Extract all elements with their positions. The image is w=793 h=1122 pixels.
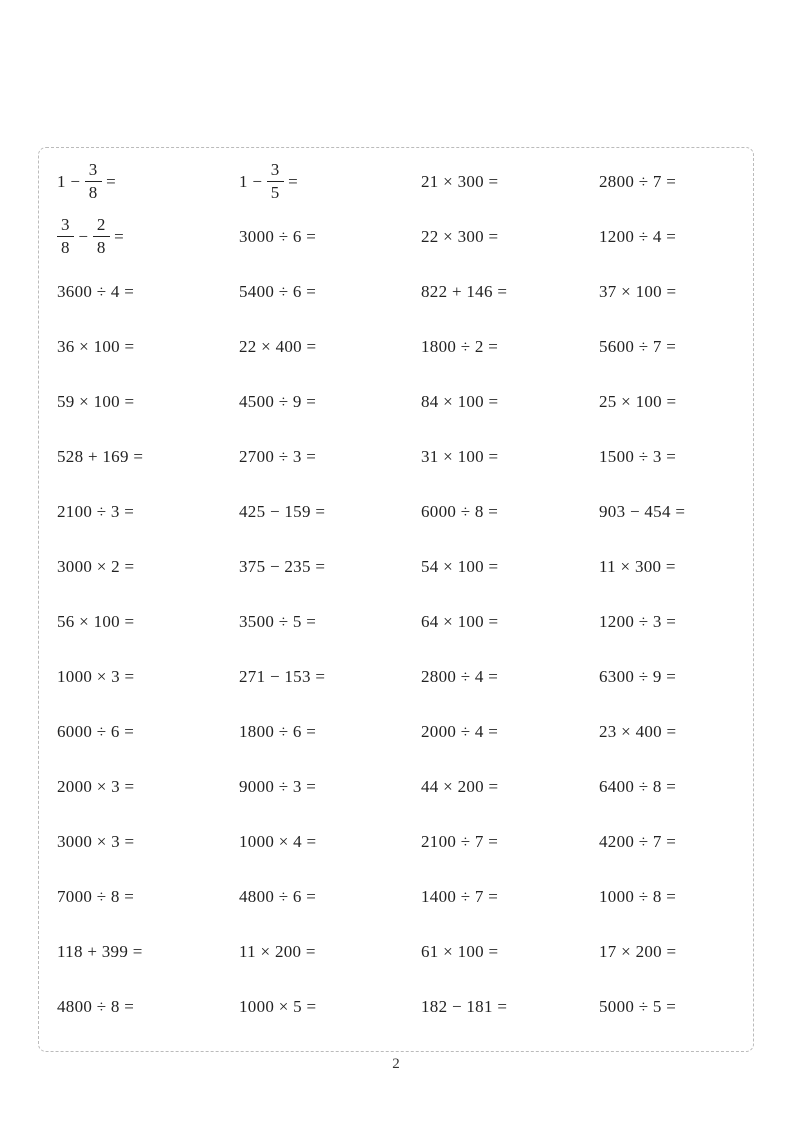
problem-text: 425 − 159 = bbox=[239, 502, 326, 521]
problem-text: 3000 × 2 = bbox=[57, 557, 135, 576]
problem-text: 54 × 100 = bbox=[421, 557, 499, 576]
problem-text: 1 − bbox=[239, 172, 267, 191]
problem-text: 25 × 100 = bbox=[599, 392, 677, 411]
problem-cell bbox=[239, 704, 421, 759]
problem-cell bbox=[599, 704, 753, 759]
problem-cell bbox=[421, 484, 599, 539]
problem-text: 31 × 100 = bbox=[421, 447, 499, 466]
fraction-denominator: 5 bbox=[267, 181, 284, 203]
problem-text: 528 + 169 = bbox=[57, 447, 144, 466]
problem-cell bbox=[599, 429, 753, 484]
problem-cell bbox=[421, 759, 599, 814]
problem-text: 1800 ÷ 2 = bbox=[421, 337, 499, 356]
problem-text: 2800 ÷ 7 = bbox=[599, 172, 677, 191]
problem-text: 3000 ÷ 6 = bbox=[239, 227, 317, 246]
problem-cell bbox=[57, 869, 239, 924]
problem-text: 7000 ÷ 8 = bbox=[57, 887, 135, 906]
problem-cell bbox=[57, 264, 239, 319]
problem-text: 5000 ÷ 5 = bbox=[599, 997, 677, 1016]
problem-text: 6000 ÷ 6 = bbox=[57, 722, 135, 741]
problem-cell bbox=[239, 319, 421, 374]
problem-text: = bbox=[283, 172, 299, 191]
problem-text: 1000 × 4 = bbox=[239, 832, 317, 851]
problem-text: 23 × 400 = bbox=[599, 722, 677, 741]
page-number: 2 bbox=[392, 1056, 400, 1072]
problem-cell bbox=[421, 374, 599, 429]
fraction-numerator: 3 bbox=[61, 215, 70, 235]
problem-cell bbox=[421, 209, 599, 264]
problem-cell bbox=[57, 759, 239, 814]
problem-cell bbox=[599, 319, 753, 374]
problem-text: 903 − 454 = bbox=[599, 502, 686, 521]
problem-cell bbox=[57, 374, 239, 429]
problem-text: 1200 ÷ 4 = bbox=[599, 227, 677, 246]
problem-text: 61 × 100 = bbox=[421, 942, 499, 961]
problem-text: 17 × 200 = bbox=[599, 942, 677, 961]
problem-cell bbox=[421, 154, 599, 209]
problem-cell bbox=[239, 374, 421, 429]
problem-cell bbox=[421, 979, 599, 1034]
problem-text: 3500 ÷ 5 = bbox=[239, 612, 317, 631]
fraction-denominator: 8 bbox=[93, 236, 110, 258]
fraction-numerator: 3 bbox=[270, 160, 280, 180]
fraction bbox=[93, 215, 110, 257]
fraction bbox=[57, 215, 74, 257]
problem-cell bbox=[239, 264, 421, 319]
problem-text: = bbox=[101, 172, 117, 191]
problem-cell bbox=[57, 154, 239, 209]
problem-text: 2100 ÷ 7 = bbox=[421, 832, 499, 851]
problem-text: 22 × 300 = bbox=[421, 227, 499, 246]
problem-text: 84 × 100 = bbox=[421, 392, 499, 411]
problem-cell bbox=[599, 594, 753, 649]
problem-cell bbox=[421, 264, 599, 319]
problem-cell bbox=[239, 979, 421, 1034]
problem-cell bbox=[599, 264, 753, 319]
problem-cell bbox=[421, 429, 599, 484]
problem-text: 1 − bbox=[57, 172, 85, 191]
problem-cell bbox=[599, 759, 753, 814]
problem-text: 6300 ÷ 9 = bbox=[599, 667, 677, 686]
problem-cell bbox=[599, 814, 753, 869]
problem-cell bbox=[57, 539, 239, 594]
problem-text: 2100 ÷ 3 = bbox=[57, 502, 135, 521]
problem-cell bbox=[239, 814, 421, 869]
problem-cell bbox=[599, 649, 753, 704]
problem-text: 4500 ÷ 9 = bbox=[239, 392, 317, 411]
problem-text: 2000 ÷ 4 = bbox=[421, 722, 499, 741]
problem-cell bbox=[421, 649, 599, 704]
problem-cell bbox=[421, 869, 599, 924]
problem-text: 1400 ÷ 7 = bbox=[421, 887, 499, 906]
problem-text: 4800 ÷ 6 = bbox=[239, 887, 317, 906]
problem-text: = bbox=[109, 227, 125, 246]
problem-text: 375 − 235 = bbox=[239, 557, 326, 576]
problem-cell bbox=[57, 484, 239, 539]
problem-text: 4800 ÷ 8 = bbox=[57, 997, 135, 1016]
problem-cell bbox=[239, 594, 421, 649]
problem-cell bbox=[239, 154, 421, 209]
fraction bbox=[267, 160, 284, 202]
problem-text: 1000 × 5 = bbox=[239, 997, 317, 1016]
problems-grid bbox=[39, 148, 753, 1034]
problem-text: 9000 ÷ 3 = bbox=[239, 777, 317, 796]
problem-cell bbox=[57, 979, 239, 1034]
problem-cell bbox=[57, 924, 239, 979]
problem-text: 56 × 100 = bbox=[57, 612, 135, 631]
problem-cell bbox=[57, 429, 239, 484]
problem-cell bbox=[239, 869, 421, 924]
fraction-numerator: 2 bbox=[96, 215, 106, 235]
problem-text: 44 × 200 = bbox=[421, 777, 499, 796]
problem-cell bbox=[239, 649, 421, 704]
problem-text: 822 + 146 = bbox=[421, 282, 508, 301]
problem-text: 11 × 300 = bbox=[599, 557, 676, 576]
problem-text: 59 × 100 = bbox=[57, 392, 135, 411]
problem-cell bbox=[239, 209, 421, 264]
problem-cell bbox=[599, 154, 753, 209]
problem-text: − bbox=[73, 227, 93, 246]
problem-cell bbox=[421, 814, 599, 869]
problem-text: 3600 ÷ 4 = bbox=[57, 282, 135, 301]
problem-text: 1500 ÷ 3 = bbox=[599, 447, 677, 466]
problem-text: 271 − 153 = bbox=[239, 667, 326, 686]
problem-cell bbox=[57, 649, 239, 704]
problem-cell bbox=[421, 319, 599, 374]
fraction-denominator: 8 bbox=[57, 236, 74, 258]
problem-text: 22 × 400 = bbox=[239, 337, 317, 356]
problem-text: 2800 ÷ 4 = bbox=[421, 667, 499, 686]
problem-text: 118 + 399 = bbox=[57, 942, 143, 961]
problem-text: 2700 ÷ 3 = bbox=[239, 447, 317, 466]
problem-text: 1000 ÷ 8 = bbox=[599, 887, 677, 906]
problem-text: 64 × 100 = bbox=[421, 612, 499, 631]
problem-text: 36 × 100 = bbox=[57, 337, 135, 356]
problem-text: 37 × 100 = bbox=[599, 282, 677, 301]
problem-cell bbox=[599, 209, 753, 264]
problem-text: 21 × 300 = bbox=[421, 172, 499, 191]
problem-cell bbox=[57, 319, 239, 374]
problem-cell bbox=[599, 924, 753, 979]
fraction-numerator: 3 bbox=[88, 160, 98, 180]
problem-cell bbox=[421, 924, 599, 979]
problem-cell bbox=[239, 484, 421, 539]
problem-cell bbox=[239, 759, 421, 814]
problem-text: 4200 ÷ 7 = bbox=[599, 832, 677, 851]
problem-cell bbox=[421, 539, 599, 594]
problem-cell bbox=[57, 704, 239, 759]
problem-text: 6400 ÷ 8 = bbox=[599, 777, 677, 796]
problem-cell bbox=[421, 704, 599, 759]
problem-cell bbox=[599, 539, 753, 594]
problem-cell bbox=[57, 814, 239, 869]
problem-text: 3000 × 3 = bbox=[57, 832, 135, 851]
problem-text: 1800 ÷ 6 = bbox=[239, 722, 317, 741]
problem-text: 5600 ÷ 7 = bbox=[599, 337, 677, 356]
fraction-denominator: 8 bbox=[85, 181, 102, 203]
problem-text: 1000 × 3 = bbox=[57, 667, 135, 686]
problem-cell bbox=[239, 429, 421, 484]
problem-cell bbox=[599, 979, 753, 1034]
problem-text: 11 × 200 = bbox=[239, 942, 316, 961]
problems-panel bbox=[38, 147, 754, 1052]
fraction bbox=[85, 160, 102, 202]
problem-cell bbox=[57, 594, 239, 649]
problem-text: 1200 ÷ 3 = bbox=[599, 612, 677, 631]
problem-cell bbox=[57, 209, 239, 264]
problem-text: 6000 ÷ 8 = bbox=[421, 502, 499, 521]
problem-text: 2000 × 3 = bbox=[57, 777, 135, 796]
problem-cell bbox=[239, 539, 421, 594]
problem-text: 182 − 181 = bbox=[421, 997, 508, 1016]
problem-cell bbox=[599, 374, 753, 429]
problem-cell bbox=[421, 594, 599, 649]
problem-text: 5400 ÷ 6 = bbox=[239, 282, 317, 301]
problem-cell bbox=[599, 869, 753, 924]
problem-cell bbox=[239, 924, 421, 979]
problem-cell bbox=[599, 484, 753, 539]
